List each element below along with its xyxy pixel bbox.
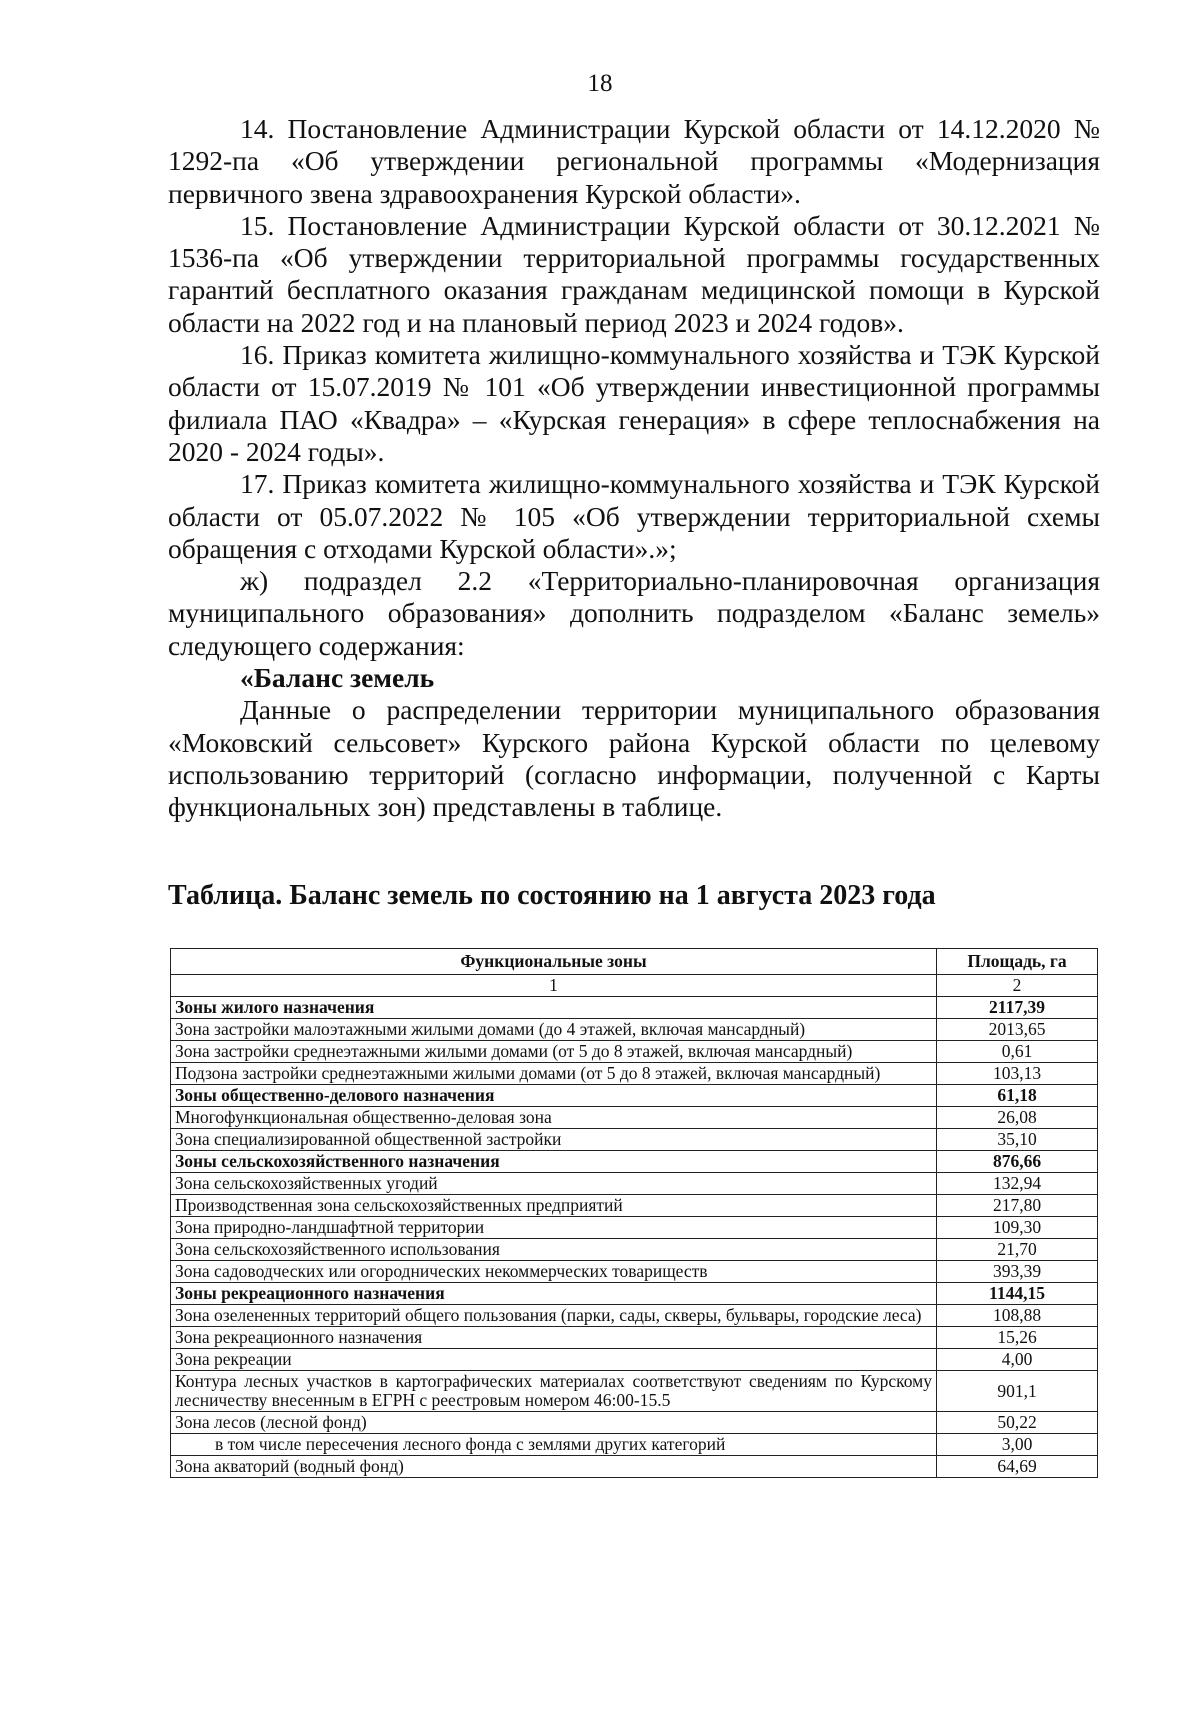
zone-area: 876,66 bbox=[937, 1151, 1098, 1173]
header-zones: Функциональные зоны bbox=[171, 949, 937, 975]
table-row bbox=[171, 1305, 1098, 1327]
zone-name: Подзона застройки среднеэтажными жилыми домами (от 5 до 8 этажей, включая мансардный) bbox=[171, 1063, 937, 1085]
table-row bbox=[171, 1173, 1098, 1195]
table-row bbox=[171, 1456, 1098, 1478]
zone-name: Многофункциональная общественно-деловая зона bbox=[171, 1107, 937, 1129]
table-row bbox=[171, 1261, 1098, 1283]
paragraph-14: 14. Постановление Администрации Курской области от 14.12.2020 № 1292-па «Об утверждении региональной программы «Модернизация первичного звена здравоохранения Курской области». bbox=[168, 113, 1100, 209]
zone-name: Зона озелененных территорий общего пользования (парки, сады, скверы, бульвары, городские леса) bbox=[171, 1305, 937, 1327]
zone-area: 109,30 bbox=[937, 1217, 1098, 1239]
land-balance-table bbox=[170, 948, 1098, 1478]
zone-name: Зона сельскохозяйственных угодий bbox=[171, 1173, 937, 1195]
section-heading: «Баланс земель bbox=[240, 662, 435, 694]
zone-name: Зона лесов (лесной фонд) bbox=[171, 1412, 937, 1434]
zone-area: 2013,65 bbox=[937, 1019, 1098, 1041]
zone-name: Зона садоводческих или огороднических некоммерческих товариществ bbox=[171, 1261, 937, 1283]
zone-area: 15,26 bbox=[937, 1327, 1098, 1349]
zone-name: Зоны общественно-делового назначения bbox=[171, 1085, 937, 1107]
zone-name: Зона рекреационного назначения bbox=[171, 1327, 937, 1349]
zone-name: Зоны жилого назначения bbox=[171, 997, 937, 1019]
table-row-group bbox=[171, 1151, 1098, 1173]
zone-area: 2117,39 bbox=[937, 997, 1098, 1019]
table-caption: Таблица. Баланс земель по состоянию на 1 августа 2023 года bbox=[168, 880, 936, 911]
table-row bbox=[171, 1371, 1098, 1412]
zone-area: 64,69 bbox=[937, 1456, 1098, 1478]
zone-area: 35,10 bbox=[937, 1129, 1098, 1151]
table-row bbox=[171, 1327, 1098, 1349]
zone-name: Зоны рекреационного назначения bbox=[171, 1283, 937, 1305]
table-row bbox=[171, 1107, 1098, 1129]
section-text: Данные о распределении территории муниципального образования «Моковский сельсовет» Курского района Курской области по целевому использованию территорий (согласно информации, полученной с Карты функциональных зон) представлены в таблице. bbox=[168, 694, 1100, 823]
zone-area: 103,13 bbox=[937, 1063, 1098, 1085]
zone-name: Зона застройки среднеэтажными жилыми домами (от 5 до 8 этажей, включая мансардный) bbox=[171, 1041, 937, 1063]
zone-name: Зона природно-ландшафтной территории bbox=[171, 1217, 937, 1239]
table-row-group bbox=[171, 997, 1098, 1019]
table-row bbox=[171, 1195, 1098, 1217]
zone-area: 901,1 bbox=[937, 1371, 1098, 1412]
document-body bbox=[168, 113, 1100, 824]
zone-area: 393,39 bbox=[937, 1261, 1098, 1283]
table-row bbox=[171, 1217, 1098, 1239]
zone-name: Зона акваторий (водный фонд) bbox=[171, 1456, 937, 1478]
zone-area: 26,08 bbox=[937, 1107, 1098, 1129]
zone-area: 217,80 bbox=[937, 1195, 1098, 1217]
table-row bbox=[171, 1041, 1098, 1063]
table-row bbox=[171, 1349, 1098, 1371]
zone-name: Зона сельскохозяйственного использования bbox=[171, 1239, 937, 1261]
table-row-group bbox=[171, 1283, 1098, 1305]
zone-area: 3,00 bbox=[937, 1434, 1098, 1456]
table-row bbox=[171, 1239, 1098, 1261]
zone-area: 21,70 bbox=[937, 1239, 1098, 1261]
paragraph-17: 17. Приказ комитета жилищно-коммунального хозяйства и ТЭК Курской области от 05.07.2022 № 105 «Об утверждении территориальной схемы обращения с отходами Курской области».»; bbox=[168, 468, 1100, 564]
table-row bbox=[171, 1063, 1098, 1085]
zone-name: Зона застройки малоэтажными жилыми домами (до 4 этажей, включая мансардный) bbox=[171, 1019, 937, 1041]
zone-area: 108,88 bbox=[937, 1305, 1098, 1327]
table-row bbox=[171, 1129, 1098, 1151]
table-row bbox=[171, 1434, 1098, 1456]
table-header-row bbox=[171, 949, 1098, 975]
zone-area: 4,00 bbox=[937, 1349, 1098, 1371]
zone-area: 132,94 bbox=[937, 1173, 1098, 1195]
zone-area: 61,18 bbox=[937, 1085, 1098, 1107]
header-area: Площадь, га bbox=[937, 949, 1098, 975]
zone-area: 50,22 bbox=[937, 1412, 1098, 1434]
zone-name: Производственная зона сельскохозяйственных предприятий bbox=[171, 1195, 937, 1217]
zone-name: Контура лесных участков в картографических материалах соответствуют сведениям по Курскому лесничеству внесенным в ЕГРН с реестровым номером 46:00-15.5 bbox=[171, 1371, 937, 1412]
zone-area: 0,61 bbox=[937, 1041, 1098, 1063]
index-cell: 1 bbox=[171, 975, 937, 997]
zone-name: Зоны сельскохозяйственного назначения bbox=[171, 1151, 937, 1173]
paragraph-15: 15. Постановление Администрации Курской области от 30.12.2021 № 1536-па «Об утверждении территориальной программы государственных гарантий бесплатного оказания гражданам медицинской помощи в Курской области на 2022 год и на плановый период 2023 и 2024 годов». bbox=[168, 209, 1100, 338]
table-row bbox=[171, 1412, 1098, 1434]
zone-name: Зона специализированной общественной застройки bbox=[171, 1129, 937, 1151]
zone-name: Зона рекреации bbox=[171, 1349, 937, 1371]
table-index-row bbox=[171, 975, 1098, 997]
table-row bbox=[171, 1019, 1098, 1041]
index-cell: 2 bbox=[937, 975, 1098, 997]
paragraph-16: 16. Приказ комитета жилищно-коммунального хозяйства и ТЭК Курской области от 15.07.2019 № 101 «Об утверждении инвестиционной программы филиала ПАО «Квадра» – «Курская генерация» в сфере теплоснабжения на 2020 - 2024 годы». bbox=[168, 339, 1100, 467]
zone-area: 1144,15 bbox=[937, 1283, 1098, 1305]
zone-name: в том числе пересечения лесного фонда с землями других категорий bbox=[171, 1434, 937, 1456]
page-number: 18 bbox=[587, 70, 613, 97]
paragraph-amendment: ж) подраздел 2.2 «Территориально-планировочная организация муниципального образования» дополнить подразделом «Баланс земель» следующего содержания: bbox=[168, 565, 1100, 661]
table-row-group bbox=[171, 1085, 1098, 1107]
